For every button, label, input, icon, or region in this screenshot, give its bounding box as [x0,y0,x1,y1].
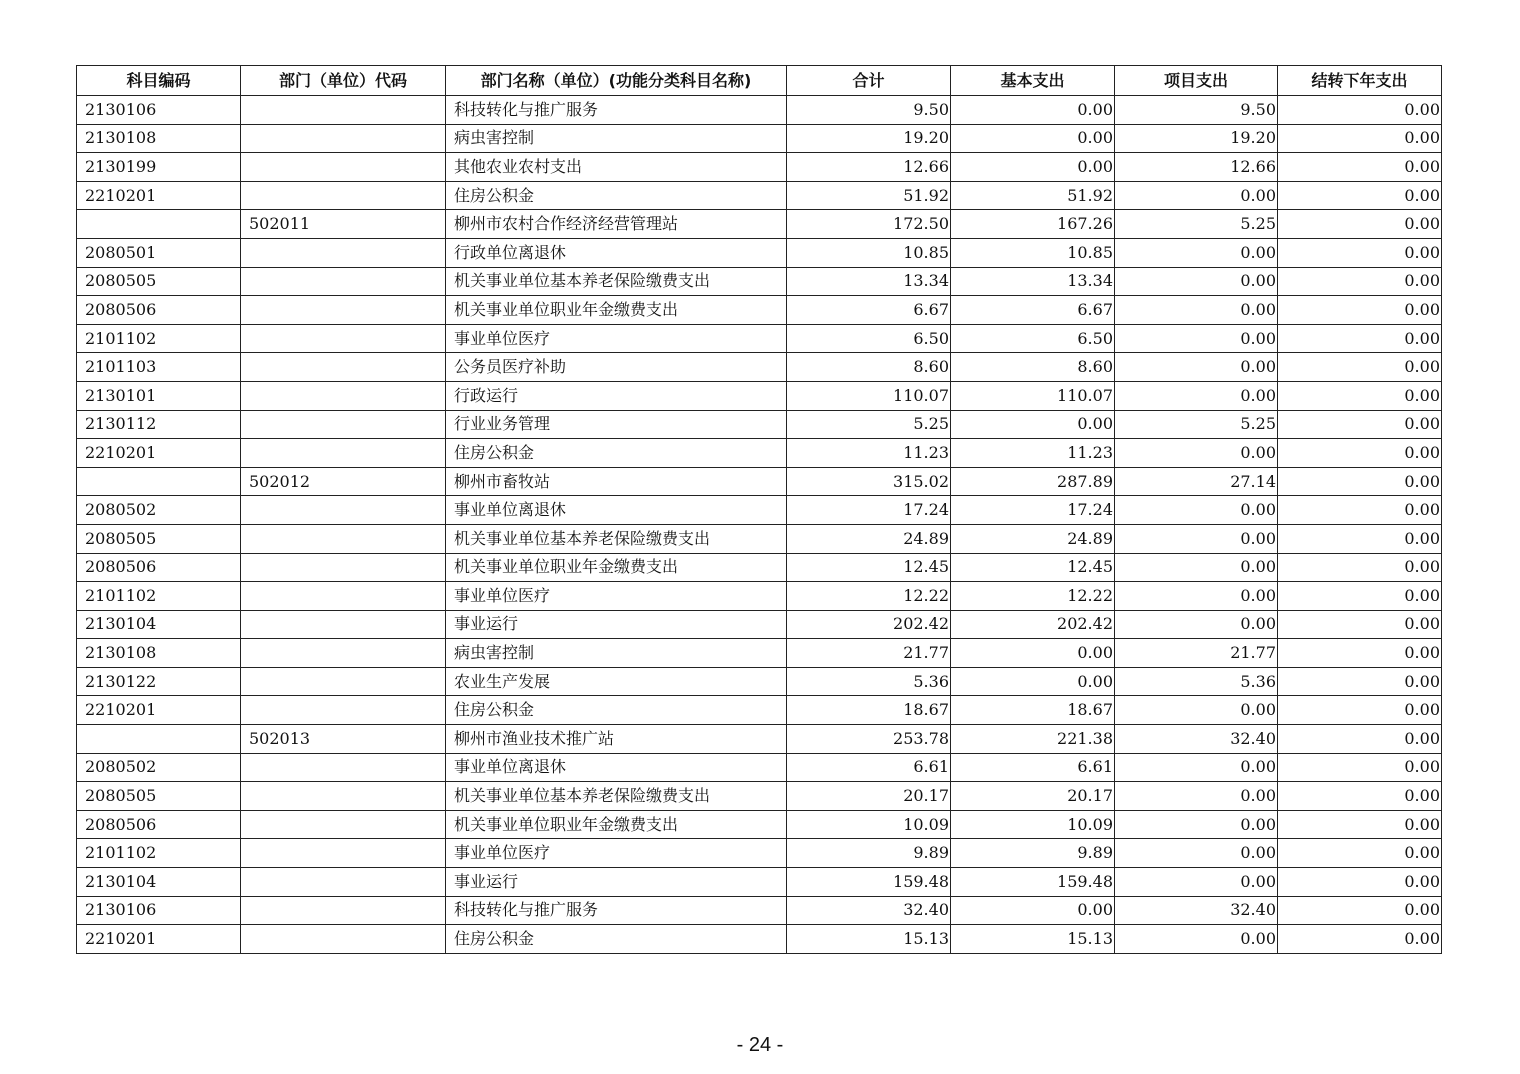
total-cell: 12.45 [787,553,951,582]
dept-code-cell [241,753,446,782]
dept-code-cell [241,639,446,668]
carryover-cell: 0.00 [1278,696,1442,725]
project-expense-cell: 12.66 [1115,153,1278,182]
carryover-cell: 0.00 [1278,639,1442,668]
total-cell: 172.50 [787,210,951,239]
subject-code-cell: 2130106 [77,96,241,125]
project-expense-cell: 0.00 [1115,582,1278,611]
header-dept-code: 部门（单位）代码 [241,66,446,96]
table-row [77,238,1442,267]
carryover-cell: 0.00 [1278,96,1442,125]
dept-code-cell [241,782,446,811]
project-expense-cell: 0.00 [1115,353,1278,382]
dept-code-cell [241,410,446,439]
carryover-cell: 0.00 [1278,782,1442,811]
total-cell: 20.17 [787,782,951,811]
project-expense-cell: 0.00 [1115,839,1278,868]
table-header [77,66,1442,96]
project-expense-cell: 9.50 [1115,96,1278,125]
dept-name-cell: 其他农业农村支出 [446,153,787,182]
subject-code-cell: 2130199 [77,153,241,182]
subject-code-cell: 2101103 [77,353,241,382]
dept-name-cell: 机关事业单位基本养老保险缴费支出 [446,267,787,296]
table-row [77,296,1442,325]
total-cell: 17.24 [787,496,951,525]
carryover-cell: 0.00 [1278,238,1442,267]
dept-code-cell [241,925,446,954]
dept-code-cell: 502012 [241,467,446,496]
dept-name-cell: 柳州市畜牧站 [446,467,787,496]
basic-expense-cell: 17.24 [951,496,1115,525]
project-expense-cell: 32.40 [1115,896,1278,925]
total-cell: 9.89 [787,839,951,868]
total-cell: 159.48 [787,868,951,897]
dept-name-cell: 农业生产发展 [446,667,787,696]
dept-code-cell [241,267,446,296]
carryover-cell: 0.00 [1278,753,1442,782]
basic-expense-cell: 8.60 [951,353,1115,382]
table-row [77,667,1442,696]
table-row [77,810,1442,839]
total-cell: 5.25 [787,410,951,439]
basic-expense-cell: 24.89 [951,524,1115,553]
project-expense-cell: 0.00 [1115,238,1278,267]
dept-name-cell: 住房公积金 [446,439,787,468]
dept-name-cell: 科技转化与推广服务 [446,96,787,125]
basic-expense-cell: 6.50 [951,324,1115,353]
table-row [77,553,1442,582]
subject-code-cell: 2080502 [77,496,241,525]
total-cell: 12.66 [787,153,951,182]
dept-name-cell: 事业单位医疗 [446,324,787,353]
total-cell: 10.85 [787,238,951,267]
basic-expense-cell: 159.48 [951,868,1115,897]
project-expense-cell: 5.25 [1115,410,1278,439]
dept-name-cell: 事业运行 [446,610,787,639]
dept-name-cell: 科技转化与推广服务 [446,896,787,925]
dept-code-cell [241,381,446,410]
table-row [77,524,1442,553]
basic-expense-cell: 6.61 [951,753,1115,782]
basic-expense-cell: 0.00 [951,96,1115,125]
table-row [77,381,1442,410]
dept-code-cell [241,553,446,582]
dept-name-cell: 事业单位医疗 [446,839,787,868]
table-row [77,467,1442,496]
subject-code-cell: 2130106 [77,896,241,925]
subject-code-cell: 2080506 [77,553,241,582]
basic-expense-cell: 221.38 [951,725,1115,754]
dept-code-cell [241,324,446,353]
subject-code-cell: 2130104 [77,868,241,897]
total-cell: 19.20 [787,124,951,153]
project-expense-cell: 0.00 [1115,610,1278,639]
carryover-cell: 0.00 [1278,324,1442,353]
dept-name-cell: 住房公积金 [446,181,787,210]
total-cell: 9.50 [787,96,951,125]
dept-name-cell: 事业单位离退休 [446,753,787,782]
budget-table [76,65,1442,954]
subject-code-cell: 2080505 [77,782,241,811]
dept-name-cell: 机关事业单位职业年金缴费支出 [446,296,787,325]
basic-expense-cell: 15.13 [951,925,1115,954]
project-expense-cell: 0.00 [1115,267,1278,296]
project-expense-cell: 19.20 [1115,124,1278,153]
dept-code-cell [241,124,446,153]
table-row [77,439,1442,468]
carryover-cell: 0.00 [1278,296,1442,325]
table-row [77,839,1442,868]
table-row [77,353,1442,382]
project-expense-cell: 5.25 [1115,210,1278,239]
basic-expense-cell: 9.89 [951,839,1115,868]
dept-code-cell [241,696,446,725]
dept-name-cell: 住房公积金 [446,925,787,954]
table-row [77,753,1442,782]
project-expense-cell: 0.00 [1115,553,1278,582]
project-expense-cell: 0.00 [1115,782,1278,811]
table-row [77,267,1442,296]
project-expense-cell: 32.40 [1115,725,1278,754]
project-expense-cell: 0.00 [1115,524,1278,553]
total-cell: 32.40 [787,896,951,925]
dept-code-cell [241,868,446,897]
table-body [77,96,1442,954]
basic-expense-cell: 167.26 [951,210,1115,239]
basic-expense-cell: 20.17 [951,782,1115,811]
subject-code-cell: 2130122 [77,667,241,696]
basic-expense-cell: 0.00 [951,639,1115,668]
dept-name-cell: 事业单位医疗 [446,582,787,611]
table-row [77,496,1442,525]
dept-name-cell: 公务员医疗补助 [446,353,787,382]
dept-code-cell [241,524,446,553]
total-cell: 11.23 [787,439,951,468]
subject-code-cell [77,467,241,496]
subject-code-cell: 2210201 [77,925,241,954]
basic-expense-cell: 12.45 [951,553,1115,582]
dept-name-cell: 机关事业单位职业年金缴费支出 [446,553,787,582]
dept-code-cell [241,896,446,925]
subject-code-cell [77,725,241,754]
dept-code-cell: 502013 [241,725,446,754]
table-row [77,925,1442,954]
carryover-cell: 0.00 [1278,839,1442,868]
subject-code-cell: 2130108 [77,124,241,153]
subject-code-cell: 2080502 [77,753,241,782]
carryover-cell: 0.00 [1278,524,1442,553]
total-cell: 18.67 [787,696,951,725]
project-expense-cell: 21.77 [1115,639,1278,668]
basic-expense-cell: 0.00 [951,410,1115,439]
dept-name-cell: 机关事业单位职业年金缴费支出 [446,810,787,839]
dept-code-cell [241,238,446,267]
carryover-cell: 0.00 [1278,410,1442,439]
basic-expense-cell: 0.00 [951,153,1115,182]
subject-code-cell: 2080506 [77,810,241,839]
dept-code-cell [241,810,446,839]
dept-name-cell: 病虫害控制 [446,639,787,668]
total-cell: 6.67 [787,296,951,325]
dept-code-cell [241,496,446,525]
total-cell: 5.36 [787,667,951,696]
dept-name-cell: 柳州市渔业技术推广站 [446,725,787,754]
total-cell: 110.07 [787,381,951,410]
dept-name-cell: 行政单位离退休 [446,238,787,267]
dept-name-cell: 事业单位离退休 [446,496,787,525]
table-row [77,582,1442,611]
basic-expense-cell: 110.07 [951,381,1115,410]
basic-expense-cell: 0.00 [951,896,1115,925]
carryover-cell: 0.00 [1278,496,1442,525]
carryover-cell: 0.00 [1278,353,1442,382]
project-expense-cell: 0.00 [1115,381,1278,410]
subject-code-cell: 2080501 [77,238,241,267]
total-cell: 315.02 [787,467,951,496]
total-cell: 10.09 [787,810,951,839]
project-expense-cell: 0.00 [1115,181,1278,210]
header-carryover-expense: 结转下年支出 [1278,66,1442,96]
total-cell: 6.61 [787,753,951,782]
subject-code-cell [77,210,241,239]
table-row [77,210,1442,239]
basic-expense-cell: 10.85 [951,238,1115,267]
carryover-cell: 0.00 [1278,153,1442,182]
header-dept-name: 部门名称（单位）(功能分类科目名称) [446,66,787,96]
table-row [77,410,1442,439]
dept-name-cell: 事业运行 [446,868,787,897]
table-row [77,181,1442,210]
table-row [77,96,1442,125]
dept-code-cell [241,353,446,382]
carryover-cell: 0.00 [1278,667,1442,696]
dept-code-cell [241,96,446,125]
subject-code-cell: 2210201 [77,181,241,210]
total-cell: 24.89 [787,524,951,553]
table-row [77,124,1442,153]
subject-code-cell: 2130101 [77,381,241,410]
total-cell: 6.50 [787,324,951,353]
dept-name-cell: 机关事业单位基本养老保险缴费支出 [446,782,787,811]
header-basic-expense: 基本支出 [951,66,1115,96]
dept-name-cell: 住房公积金 [446,696,787,725]
table-row [77,696,1442,725]
basic-expense-cell: 13.34 [951,267,1115,296]
total-cell: 13.34 [787,267,951,296]
subject-code-cell: 2101102 [77,324,241,353]
dept-code-cell [241,296,446,325]
subject-code-cell: 2130104 [77,610,241,639]
carryover-cell: 0.00 [1278,210,1442,239]
project-expense-cell: 0.00 [1115,753,1278,782]
table-row [77,639,1442,668]
carryover-cell: 0.00 [1278,467,1442,496]
table-row [77,725,1442,754]
project-expense-cell: 0.00 [1115,868,1278,897]
basic-expense-cell: 0.00 [951,667,1115,696]
project-expense-cell: 0.00 [1115,810,1278,839]
dept-name-cell: 行业业务管理 [446,410,787,439]
carryover-cell: 0.00 [1278,439,1442,468]
dept-code-cell [241,582,446,611]
dept-name-cell: 机关事业单位基本养老保险缴费支出 [446,524,787,553]
dept-code-cell [241,610,446,639]
basic-expense-cell: 51.92 [951,181,1115,210]
carryover-cell: 0.00 [1278,553,1442,582]
carryover-cell: 0.00 [1278,267,1442,296]
subject-code-cell: 2080506 [77,296,241,325]
subject-code-cell: 2101102 [77,582,241,611]
basic-expense-cell: 202.42 [951,610,1115,639]
total-cell: 202.42 [787,610,951,639]
carryover-cell: 0.00 [1278,582,1442,611]
total-cell: 51.92 [787,181,951,210]
subject-code-cell: 2130112 [77,410,241,439]
total-cell: 253.78 [787,725,951,754]
basic-expense-cell: 18.67 [951,696,1115,725]
project-expense-cell: 5.36 [1115,667,1278,696]
dept-code-cell [241,181,446,210]
carryover-cell: 0.00 [1278,810,1442,839]
dept-code-cell: 502011 [241,210,446,239]
basic-expense-cell: 11.23 [951,439,1115,468]
basic-expense-cell: 12.22 [951,582,1115,611]
header-row [77,66,1442,96]
carryover-cell: 0.00 [1278,725,1442,754]
dept-name-cell: 行政运行 [446,381,787,410]
dept-code-cell [241,839,446,868]
dept-code-cell [241,439,446,468]
subject-code-cell: 2210201 [77,439,241,468]
carryover-cell: 0.00 [1278,124,1442,153]
project-expense-cell: 0.00 [1115,439,1278,468]
project-expense-cell: 0.00 [1115,296,1278,325]
subject-code-cell: 2101102 [77,839,241,868]
table-row [77,782,1442,811]
carryover-cell: 0.00 [1278,896,1442,925]
total-cell: 15.13 [787,925,951,954]
basic-expense-cell: 0.00 [951,124,1115,153]
table-row [77,896,1442,925]
table-row [77,610,1442,639]
basic-expense-cell: 10.09 [951,810,1115,839]
project-expense-cell: 0.00 [1115,324,1278,353]
total-cell: 8.60 [787,353,951,382]
project-expense-cell: 27.14 [1115,467,1278,496]
table-row [77,153,1442,182]
project-expense-cell: 0.00 [1115,496,1278,525]
total-cell: 12.22 [787,582,951,611]
dept-code-cell [241,153,446,182]
subject-code-cell: 2210201 [77,696,241,725]
table-row [77,324,1442,353]
project-expense-cell: 0.00 [1115,925,1278,954]
page-number: - 24 - [736,1034,784,1056]
total-cell: 21.77 [787,639,951,668]
carryover-cell: 0.00 [1278,381,1442,410]
carryover-cell: 0.00 [1278,181,1442,210]
dept-name-cell: 柳州市农村合作经济经营管理站 [446,210,787,239]
dept-name-cell: 病虫害控制 [446,124,787,153]
project-expense-cell: 0.00 [1115,696,1278,725]
table-row [77,868,1442,897]
dept-code-cell [241,667,446,696]
subject-code-cell: 2080505 [77,267,241,296]
header-project-expense: 项目支出 [1115,66,1278,96]
basic-expense-cell: 6.67 [951,296,1115,325]
subject-code-cell: 2080505 [77,524,241,553]
carryover-cell: 0.00 [1278,610,1442,639]
header-subject-code: 科目编码 [77,66,241,96]
subject-code-cell: 2130108 [77,639,241,668]
basic-expense-cell: 287.89 [951,467,1115,496]
carryover-cell: 0.00 [1278,868,1442,897]
header-total: 合计 [787,66,951,96]
carryover-cell: 0.00 [1278,925,1442,954]
